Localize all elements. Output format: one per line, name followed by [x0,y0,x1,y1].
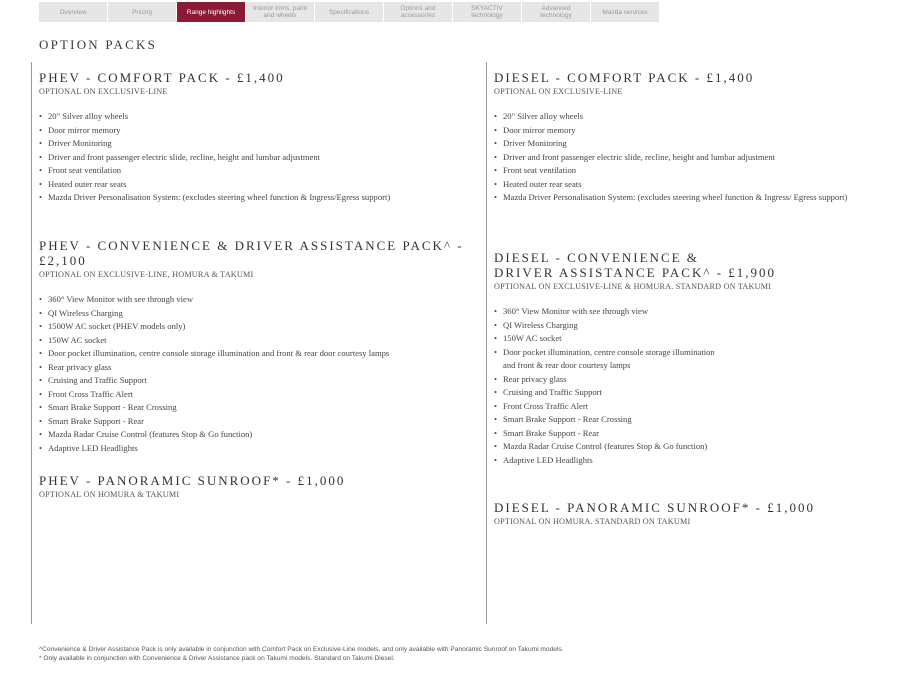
tab-range-highlights[interactable]: Range highlights [177,2,245,22]
list-item: • Mazda Driver Personalisation System: (excludes steering wheel function & Ingress/ Egress support) [494,191,854,205]
list-item: • Rear privacy glass [494,373,719,387]
list-item: • Heated outer rear seats [494,178,854,192]
tab-interior-trims[interactable]: Interior trims, paint and wheels [246,2,314,22]
section-subtitle: OPTIONAL ON HOMURA. STANDARD ON TAKUMI [494,517,691,526]
tab-advanced-technology[interactable]: Advanced technology [522,2,590,22]
list-item: • Door pocket illumination, centre console storage illumination and front & rear door courtesy lamps [39,347,479,361]
section-subtitle: OPTIONAL ON EXCLUSIVE-LINE [39,87,168,96]
list-item: • Driver Monitoring [494,137,854,151]
title-line: DIESEL - CONVENIENCE & [494,250,699,265]
list-item: • Driver and front passenger electric slide, recline, height and lumbar adjustment [39,151,479,165]
tab-overview[interactable]: Overview [39,2,107,22]
list-item: • Adaptive LED Headlights [39,442,479,456]
list-item: • 150W AC socket [39,334,479,348]
list-item: • Smart Brake Support - Rear [39,415,479,429]
section-nav [39,2,659,22]
list-item: • Mazda Driver Personalisation System: (excludes steering wheel function & Ingress/Egress support) [39,191,479,205]
tab-options-accessories[interactable]: Options and accessories [384,2,452,22]
list-item: • 20" Silver alloy wheels [494,110,854,124]
page-title: OPTION PACKS [39,37,158,52]
list-item: • Cruising and Traffic Support [39,374,479,388]
footnote: * Only available in conjunction with Convenience & Driver Assistance pack on Takumi models. Standard on Takumi Diesel. [39,655,395,662]
section-title [494,250,777,280]
list-item: • Front Cross Traffic Alert [494,400,719,414]
list-item: • QI Wireless Charging [39,307,479,321]
section-title: PHEV - PANORAMIC SUNROOF* - £1,000 [39,473,346,488]
diesel-comfort-pack [494,70,854,205]
diesel-convenience-pack [494,250,777,467]
list-item: • Front seat ventilation [494,164,854,178]
title-line: DRIVER ASSISTANCE PACK^ - £1,900 [494,265,777,280]
list-item: • Door mirror memory [494,124,854,138]
list-item: • Cruising and Traffic Support [494,386,719,400]
list-item: • Driver Monitoring [39,137,479,151]
list-item: • Rear privacy glass [39,361,479,375]
phev-convenience-pack [39,238,479,455]
feature-list [39,293,479,455]
feature-list [494,305,719,467]
phev-panoramic-sunroof [39,473,479,499]
list-item: • 1500W AC socket (PHEV models only) [39,320,479,334]
list-item: • 360° View Monitor with see through view [494,305,719,319]
tab-pricing[interactable]: Pricing [108,2,176,22]
tab-mazda-services[interactable]: Mazda services [591,2,659,22]
footnotes [39,645,564,663]
section-subtitle: OPTIONAL ON HOMURA & TAKUMI [39,490,180,499]
section-subtitle: OPTIONAL ON EXCLUSIVE-LINE, HOMURA & TAKUMI [39,270,254,279]
tab-skyactiv[interactable]: SKYACTIV technology [453,2,521,22]
feature-list [494,110,854,205]
feature-list [39,110,479,205]
list-item: • Door pocket illumination, centre console storage illumination and front & rear door courtesy lamps [494,346,719,373]
left-column-divider [31,62,32,624]
section-title: PHEV - COMFORT PACK - £1,400 [39,70,285,85]
list-item: • Smart Brake Support - Rear Crossing [494,413,719,427]
list-item: • Heated outer rear seats [39,178,479,192]
list-item: • 150W AC socket [494,332,719,346]
list-item: • Smart Brake Support - Rear [494,427,719,441]
list-item: • Driver and front passenger electric slide, recline, height and lumbar adjustment [494,151,854,165]
footnote: ^Convenience & Driver Assistance Pack is only available in conjunction with Comfort Pack on Exclusive-Line models, and only available with Panoramic Sunroof on Takumi models. [39,646,564,653]
list-item: • Mazda Radar Cruise Control (features Stop & Go function) [39,428,479,442]
list-item: • Door mirror memory [39,124,479,138]
list-item: • 20" Silver alloy wheels [39,110,479,124]
center-column-divider [486,62,487,624]
section-title: DIESEL - COMFORT PACK - £1,400 [494,70,755,85]
list-item: • 360° View Monitor with see through view [39,293,479,307]
phev-comfort-pack [39,70,479,205]
list-item: • Adaptive LED Headlights [494,454,719,468]
list-item: • QI Wireless Charging [494,319,719,333]
section-subtitle: OPTIONAL ON EXCLUSIVE-LINE [494,87,623,96]
section-title: PHEV - CONVENIENCE & DRIVER ASSISTANCE PACK^ - £2,100 [39,238,464,268]
section-subtitle: OPTIONAL ON EXCLUSIVE-LINE & HOMURA. STANDARD ON TAKUMI [494,282,772,291]
diesel-panoramic-sunroof [494,500,854,526]
list-item: • Mazda Radar Cruise Control (features Stop & Go function) [494,440,719,454]
list-item: • Front Cross Traffic Alert [39,388,479,402]
list-item: • Front seat ventilation [39,164,479,178]
section-title: DIESEL - PANORAMIC SUNROOF* - £1,000 [494,500,815,515]
tab-specifications[interactable]: Specifications [315,2,383,22]
list-item: • Smart Brake Support - Rear Crossing [39,401,479,415]
